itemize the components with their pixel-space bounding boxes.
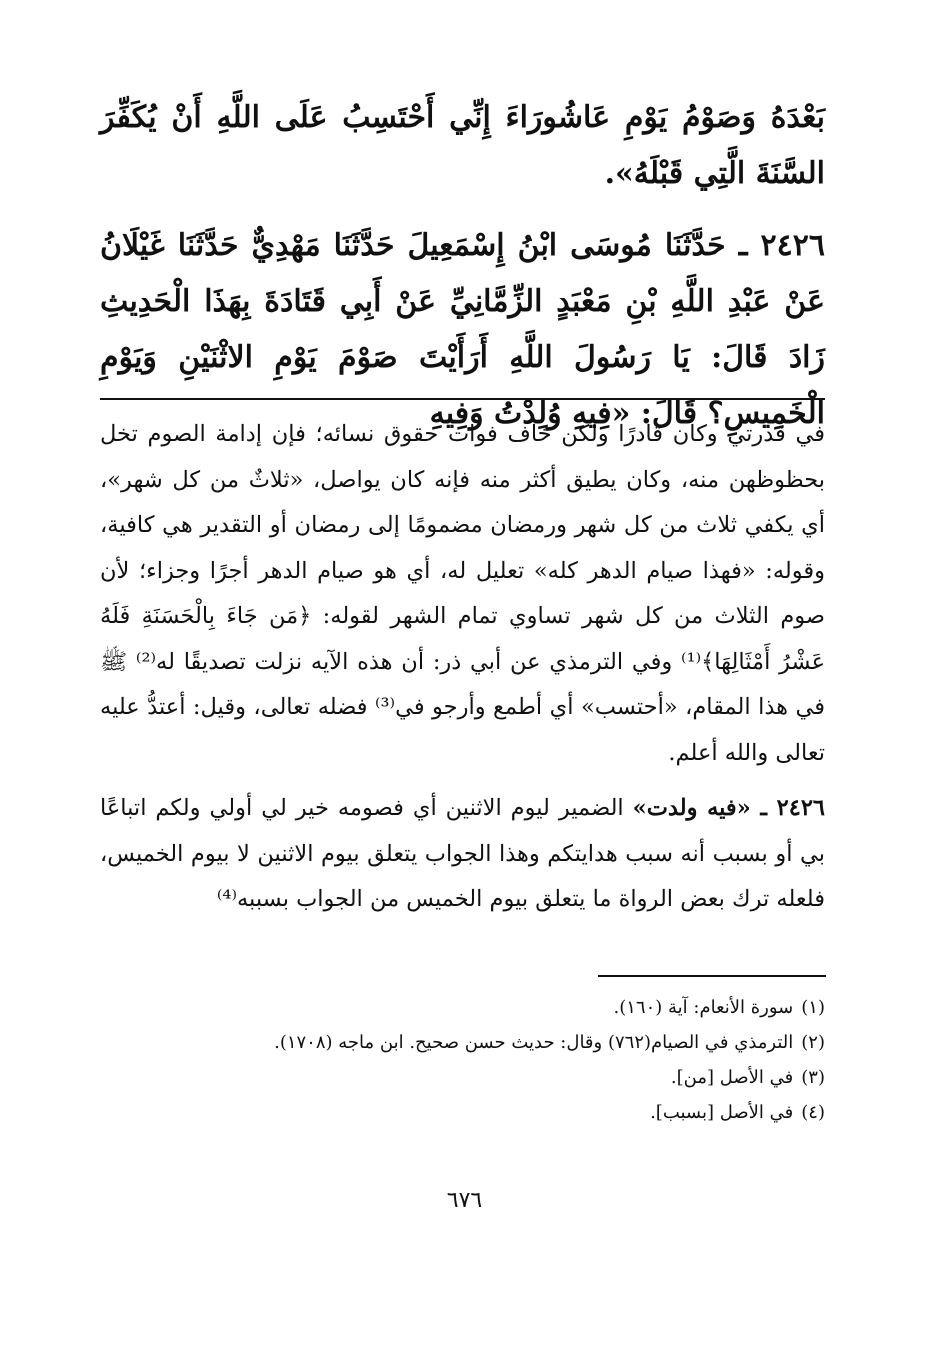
footnote-text: سورة الأنعام: آية (١٦٠). — [613, 997, 794, 1018]
footnote-divider — [598, 975, 826, 977]
footnote-number: (١) — [801, 997, 825, 1018]
hadith-paragraph: بَعْدَهُ وَصَوْمُ يَوْمِ عَاشُورَاءَ إِنِّي أَحْتَسِبُ عَلَى اللَّهِ أَنْ يُكَفِّرَ السَّنَةَ الَّتِي قَبْلَهُ». — [100, 100, 825, 191]
commentary-body: الضمير ليوم الاثنين أي فصومه خير لي أولي ولكم اتباعًا بي أو بسبب أنه سبب هدايتكم وهذا الجواب يتعلق بيوم الاثنين لا بيوم الخميس، فلعله ترك بعض الرواة ما يتعلق بيوم الخميس من الجواب بسببه⁽⁴⁾ — [100, 795, 825, 912]
commentary-text — [100, 412, 825, 923]
footnote-text: الترمذي في الصيام(٧٦٢) وقال: حديث حسن صحيح. ابن ماجه (١٧٠٨). — [274, 1032, 794, 1053]
commentary-paragraph — [100, 786, 825, 923]
footnote-text: في الأصل [بسبب]. — [650, 1102, 794, 1123]
commentary-lead: ٢٤٢٦ ـ «فيه ولدت» — [632, 795, 825, 821]
hadith-text — [100, 90, 825, 442]
text-divider — [100, 398, 825, 400]
footnote-item — [100, 990, 825, 1025]
footnotes-list — [100, 990, 825, 1130]
footnote-item — [100, 1060, 825, 1095]
footnote-number: (٢) — [801, 1032, 825, 1053]
footnote-number: (٤) — [801, 1102, 825, 1123]
footnote-item — [100, 1025, 825, 1060]
footnote-item — [100, 1095, 825, 1130]
page-number: ٦٧٦ — [446, 1188, 483, 1213]
footnote-text: في الأصل [من]. — [670, 1067, 794, 1088]
footnote-number: (٣) — [801, 1067, 825, 1088]
commentary-paragraph: في قدرتي وكان قادرًا ولكن خاف فوات حقوق نسائه؛ فإن إدامة الصوم تخل بحظوظهن منه، وكان يطيق أكثر منه فإنه كان يواصل، «ثلاثٌ من كل شهر»، أي يكفي ثلاث من كل شهر ورمضان مضمومًا إلى رمضان أو التقدير هي كافية، وقوله: «فهذا صيام الدهر كله» تعليل له، أي هو صيام الدهر أجرًا وجزاء؛ لأن صوم الثلاث من كل شهر تساوي تمام الشهر لقوله: ﴿مَن جَاءَ بِالْحَسَنَةِ فَلَهُ عَشْرُ أَمْثَالِهَا﴾⁽¹⁾ وفي الترمذي عن أبي ذر: أن هذه الآيه نزلت تصديقًا له⁽²⁾ ﷺ في هذا المقام، «أحتسب» أي أطمع وأرجو في⁽³⁾ فضله تعالى، وقيل: أعتدُّ عليه تعالى والله أعلم. — [100, 421, 825, 766]
hadith-paragraph: ٢٤٢٦ ـ حَدَّثَنَا مُوسَى ابْنُ إِسْمَعِيلَ حَدَّثَنَا مَهْدِيٌّ حَدَّثَنَا غَيْلَانُ عَنْ عَبْدِ اللَّهِ بْنِ مَعْبَدٍ الزِّمَّانِيِّ عَنْ أَبِي قَتَادَةَ بِهَذَا الْحَدِيثِ زَادَ قَالَ: يَا رَسُولَ اللَّهِ أَرَأَيْتَ صَوْمَ يَوْمِ الاثْنَيْنِ وَيَوْمِ الْخَمِيسِ؟ قَالَ: «فِيهِ وُلِدْتُ وَفِيهِ — [100, 228, 825, 431]
